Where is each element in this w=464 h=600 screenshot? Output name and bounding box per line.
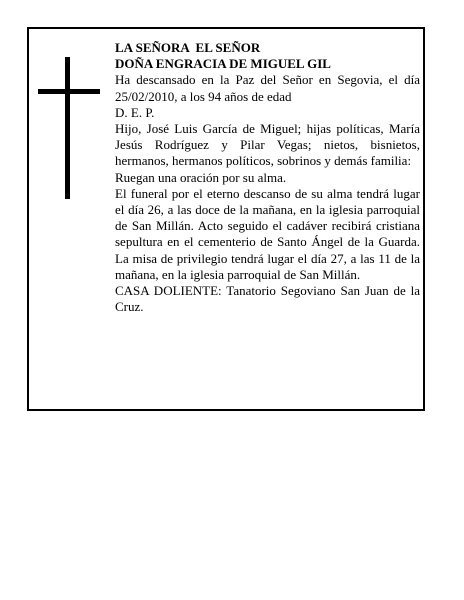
rest-in-peace: D. E. P. — [115, 104, 155, 120]
notice-text — [115, 40, 420, 315]
cross-vertical-bar — [65, 57, 70, 199]
deceased-name: DOÑA ENGRACIA DE MIGUEL GIL — [115, 56, 331, 72]
heading-line-1: LA SEÑORA EL SEÑOR — [115, 40, 261, 55]
death-announcement: Ha descansado en la Paz del Señor en Segovia, el día 25/02/2010, a los 94 años de edad — [115, 72, 420, 104]
family-list: Hijo, José Luis García de Miguel; hijas políticas, María Jesús Rodríguez y Pilar Vegas; nietos, bisnietos, hermanos, hermanos políticos, sobrinos y demás familia: — [115, 121, 420, 169]
mourning-house: CASA DOLIENTE: Tanatorio Segoviano San Juan de la Cruz. — [115, 283, 420, 315]
cross-horizontal-bar — [38, 89, 100, 94]
obituary-notice — [27, 27, 425, 411]
prayer-request: Ruegan una oración por su alma. — [115, 169, 287, 185]
funeral-details: El funeral por el eterno descanso de su alma tendrá lugar el día 26, a las doce de la mañana, en la iglesia parroquial de San Millán. Acto seguido el cadáver recibirá cristiana sepultura en el cementerio de Santo Ángel de la Guarda. La misa de privilegio tendrá lugar el día 27, a las 11 de la mañana, en la iglesia parroquial de San Millán. — [115, 185, 420, 282]
cross-icon — [38, 57, 100, 199]
